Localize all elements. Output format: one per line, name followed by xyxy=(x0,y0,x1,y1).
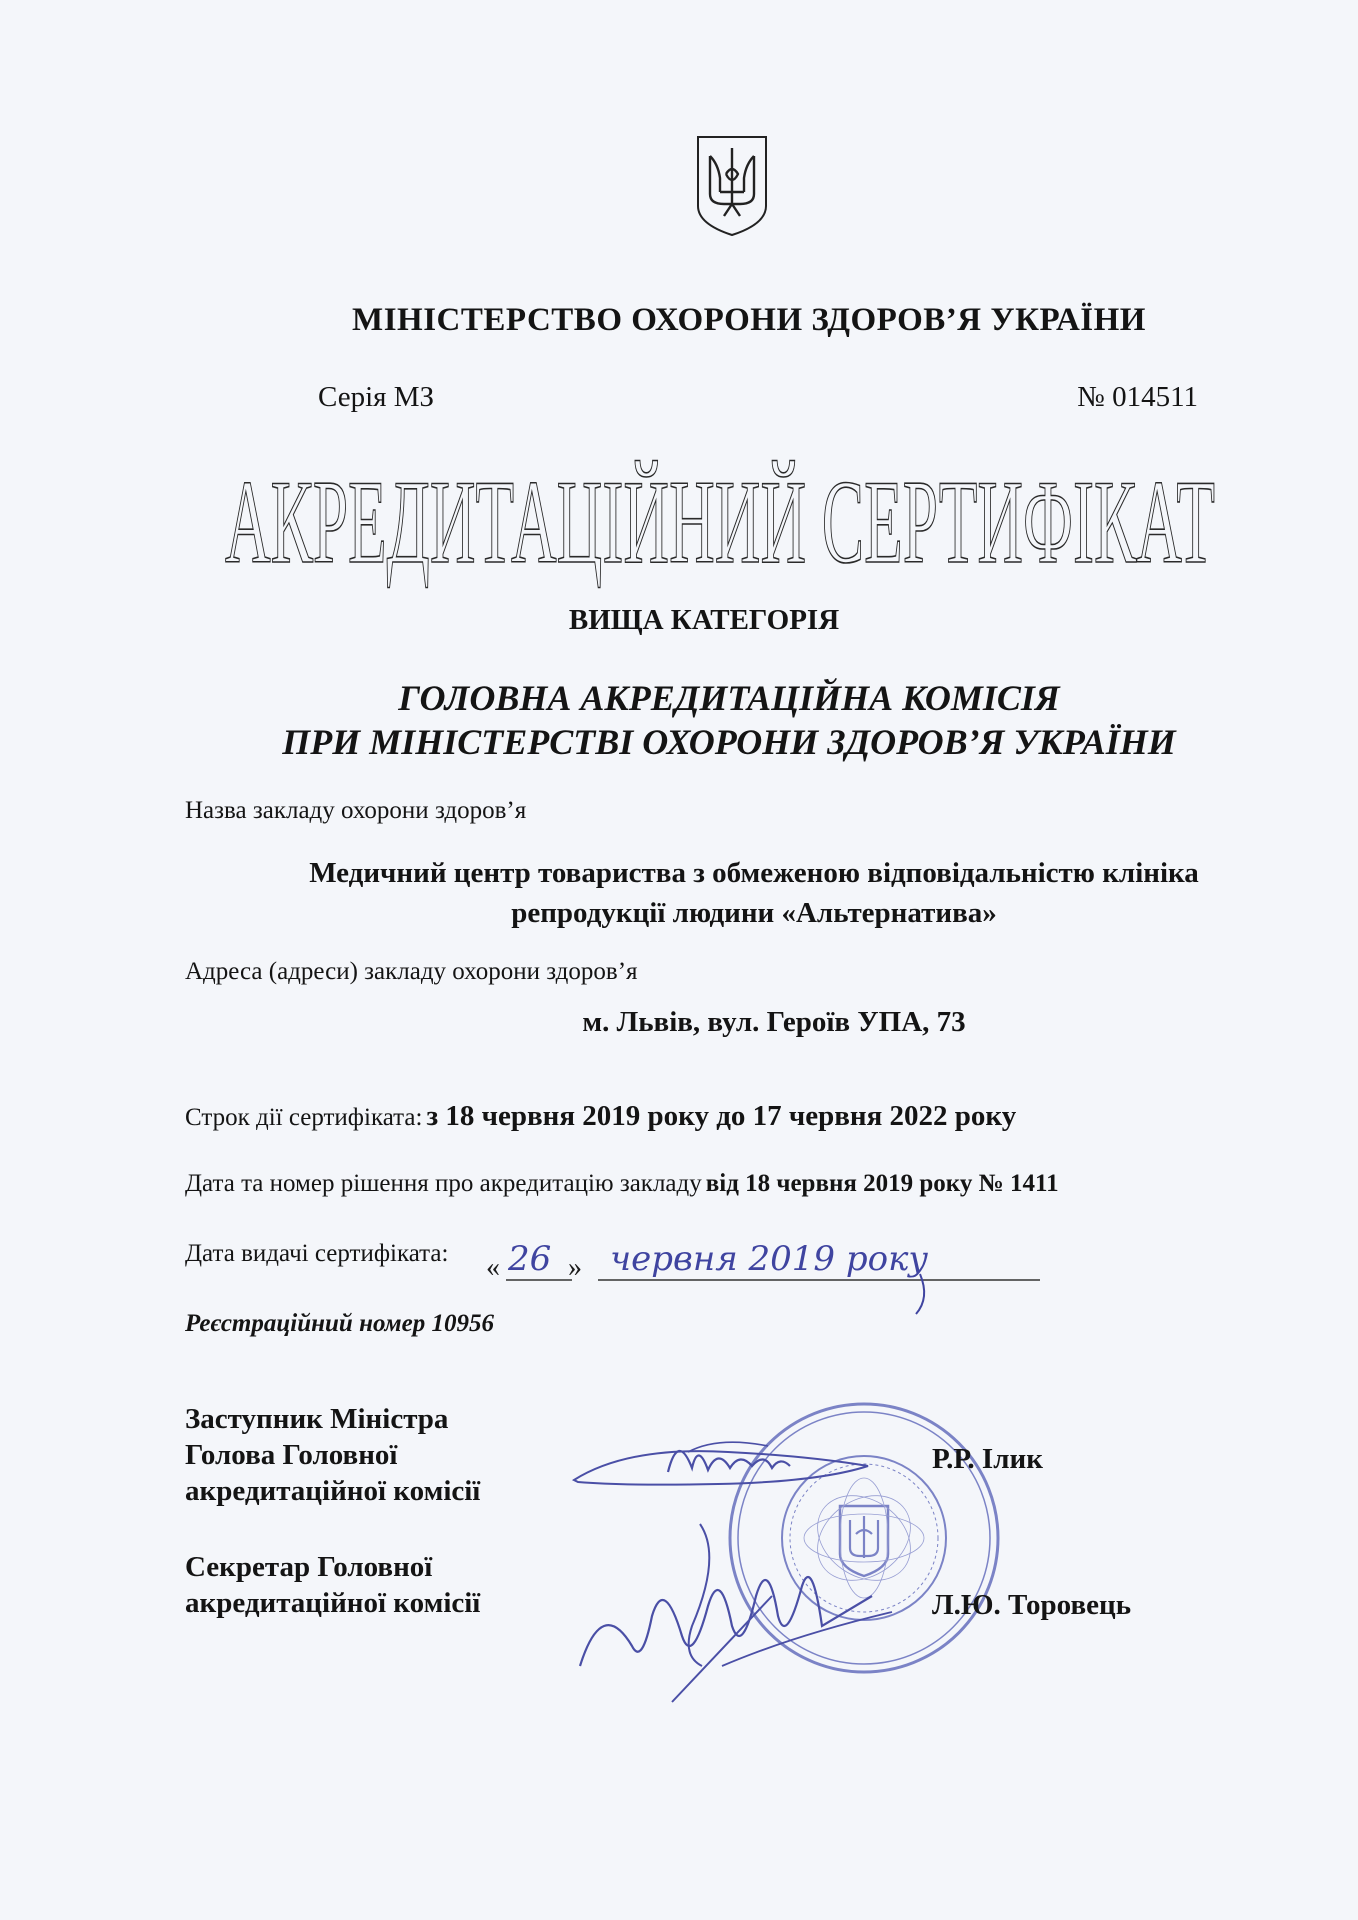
svg-text:26: 26 xyxy=(508,1239,552,1279)
category-heading: ВИЩА КАТЕГОРІЯ xyxy=(568,604,840,636)
deputy-title-line-3: акредитаційної комісії xyxy=(185,1475,481,1507)
deputy-title-line-2: Голова Головної xyxy=(185,1439,398,1471)
secretary-title xyxy=(185,1549,480,1621)
validity-row xyxy=(185,1100,1016,1133)
svg-text:»: » xyxy=(568,1252,582,1283)
facility-name-line-2: репродукції людини «Альтернатива» xyxy=(511,897,997,929)
facility-name-line-1: Медичний центр товариства з обмеженою відповідальністю клініка xyxy=(309,857,1199,889)
deputy-minister-title xyxy=(185,1401,480,1509)
decision-label: Дата та номер рішення про акредитацію закладу xyxy=(185,1170,702,1197)
deputy-signature xyxy=(568,1422,878,1512)
svg-text:АКРЕДИТАЦІЙНИЙ СЕРТИФІКАТ: АКРЕДИТАЦІЙНИЙ СЕРТИФІКАТ xyxy=(225,455,1215,588)
ministry-title: МІНІСТЕРСТВО ОХОРОНИ ЗДОРОВ’Я УКРАЇНИ xyxy=(352,302,1146,338)
secretary-title-line-2: акредитаційної комісії xyxy=(185,1587,481,1619)
deputy-title-line-1: Заступник Міністра xyxy=(185,1403,449,1435)
commission-line-1: ГОЛОВНА АКРЕДИТАЦІЙНА КОМІСІЯ xyxy=(398,678,1060,718)
issue-date-label: Дата видачі сертифіката: xyxy=(185,1240,449,1267)
facility-address: м. Львів, вул. Героїв УПА, 73 xyxy=(582,1006,966,1038)
validity-label: Строк дії сертифіката: xyxy=(185,1104,423,1131)
decision-value: від 18 червня 2019 року № 1411 xyxy=(705,1170,1059,1197)
facility-name-label: Назва закладу охорони здоров’я xyxy=(185,797,527,824)
certificate-number: № 014511 xyxy=(1077,381,1198,413)
issue-date-handwritten xyxy=(480,1218,1060,1318)
tryzub-coat-of-arms-icon xyxy=(694,134,770,238)
validity-value: з 18 червня 2019 року до 17 червня 2022 року xyxy=(426,1100,1017,1132)
secretary-name: Л.Ю. Торовець xyxy=(932,1589,1132,1621)
series-label: Серія МЗ xyxy=(318,381,435,413)
facility-address-label: Адреса (адреси) закладу охорони здоров’я xyxy=(185,958,638,985)
deputy-name: Р.Р. Ілик xyxy=(932,1443,1043,1475)
facility-name xyxy=(0,853,1358,933)
svg-text:«: « xyxy=(486,1252,500,1283)
registration-number: Реєстраційний номер 10956 xyxy=(185,1310,494,1337)
secretary-title-line-1: Секретар Головної xyxy=(185,1551,433,1583)
svg-text:червня 2019 року: червня 2019 року xyxy=(610,1239,929,1279)
secretary-signature xyxy=(572,1516,902,1706)
commission-heading xyxy=(0,676,1358,764)
decision-row xyxy=(185,1170,1059,1198)
commission-line-2: ПРИ МІНІСТЕРСТВІ ОХОРОНИ ЗДОРОВ’Я УКРАЇНИ xyxy=(282,722,1176,762)
certificate-title xyxy=(218,440,1222,590)
